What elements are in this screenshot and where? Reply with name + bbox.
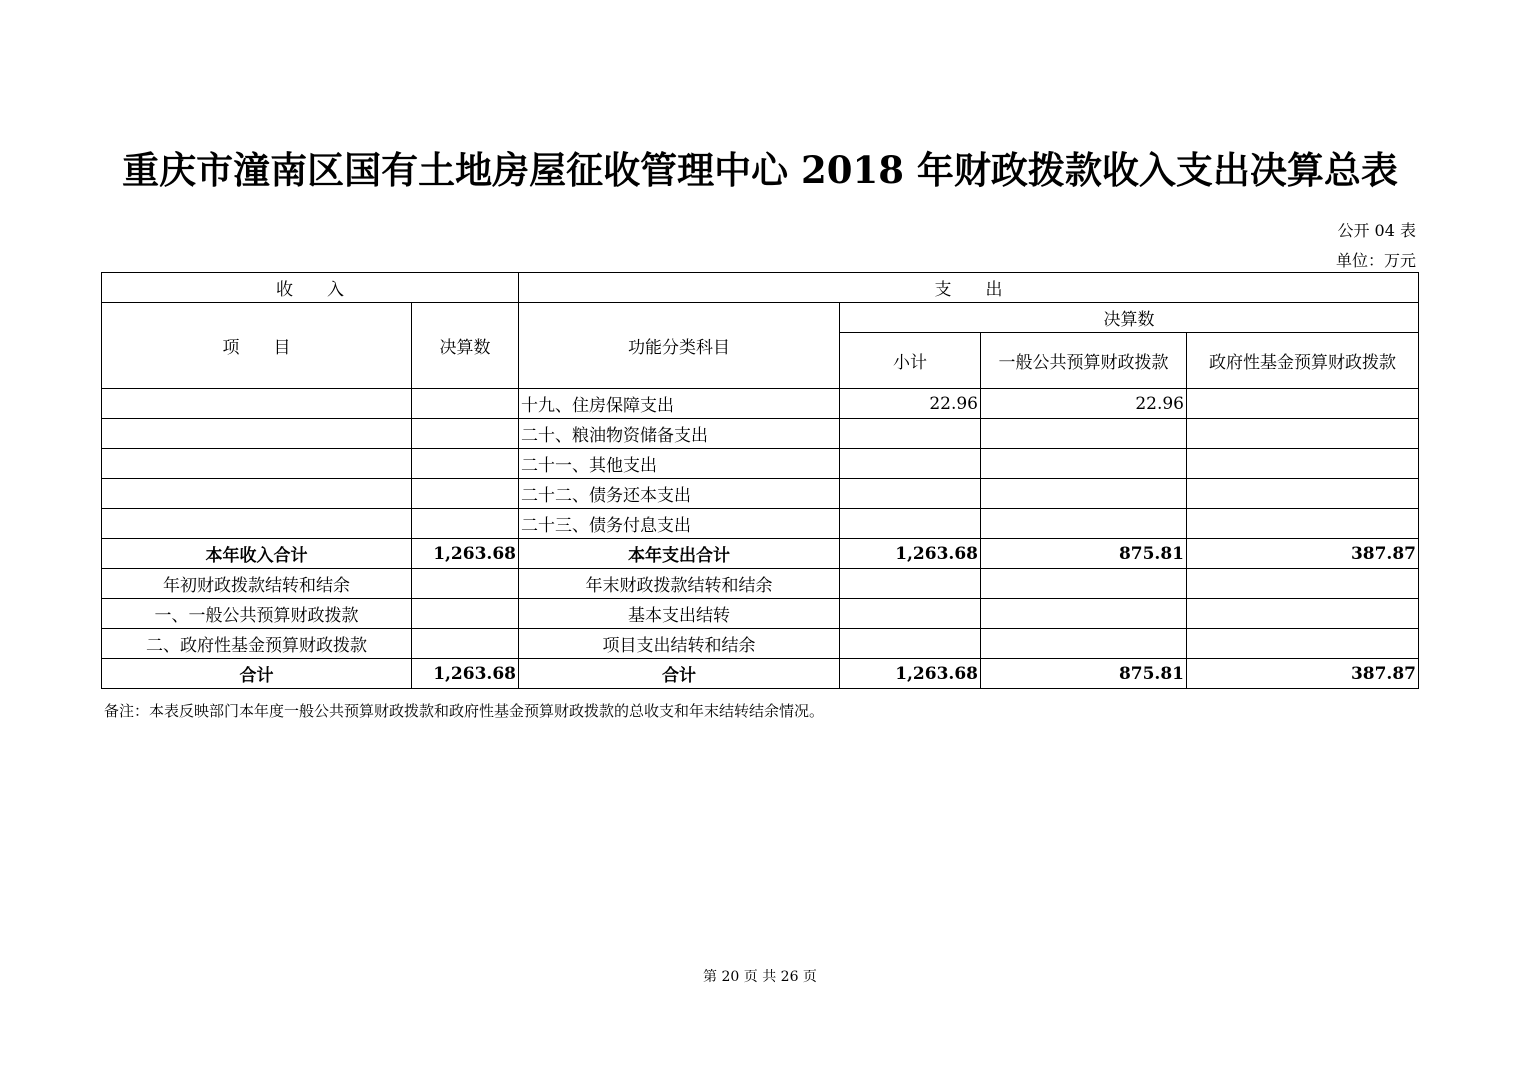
func-category-cell: 二十三、债务付息支出 [519, 509, 840, 539]
general-budget-cell [981, 419, 1187, 449]
item-cell: 本年收入合计 [102, 539, 412, 569]
footnote: 备注：本表反映部门本年度一般公共预算财政拨款和政府性基金预算财政拨款的总收支和年末结转结余情况。 [104, 702, 825, 720]
func-category-cell: 合计 [519, 659, 840, 689]
gov-fund-cell [1187, 449, 1419, 479]
general-budget-cell [981, 449, 1187, 479]
item-cell: 二、政府性基金预算财政拨款 [102, 629, 412, 659]
subtotal-header: 小计 [840, 333, 981, 389]
table-row [102, 629, 1419, 659]
general-budget-cell [981, 599, 1187, 629]
general-budget-cell [981, 569, 1187, 599]
final-amount-header: 决算数 [412, 303, 519, 389]
gov-fund-cell: 387.87 [1187, 659, 1419, 689]
income-header: 收 入 [102, 273, 519, 303]
item-cell [102, 389, 412, 419]
table-row [102, 389, 1419, 419]
table-row [102, 659, 1419, 689]
unit-label: 单位：万元 [1335, 251, 1416, 270]
subtotal-cell [840, 569, 981, 599]
gov-fund-cell [1187, 599, 1419, 629]
header-row-1 [102, 273, 1419, 303]
gov-fund-cell [1187, 569, 1419, 599]
general-budget-cell [981, 509, 1187, 539]
subtotal-cell [840, 449, 981, 479]
table-row [102, 419, 1419, 449]
gov-fund-cell [1187, 479, 1419, 509]
item-cell: 年初财政拨款结转和结余 [102, 569, 412, 599]
budget-table [101, 272, 1419, 689]
func-category-cell: 十九、住房保障支出 [519, 389, 840, 419]
subtotal-cell [840, 599, 981, 629]
general-budget-cell: 875.81 [981, 539, 1187, 569]
item-cell [102, 449, 412, 479]
general-budget-cell [981, 629, 1187, 659]
page-title: 重庆市潼南区国有土地房屋征收管理中心 2018 年财政拨款收入支出决算总表 [122, 148, 1398, 192]
item-header: 项 目 [102, 303, 412, 389]
subtotal-cell: 22.96 [840, 389, 981, 419]
amount-cell [412, 629, 519, 659]
amount-cell [412, 449, 519, 479]
amount-cell [412, 479, 519, 509]
amount-cell: 1,263.68 [412, 539, 519, 569]
subtotal-cell [840, 419, 981, 449]
table-row [102, 509, 1419, 539]
final-amount-group-header: 决算数 [840, 303, 1419, 333]
general-budget-cell: 22.96 [981, 389, 1187, 419]
func-category-cell: 基本支出结转 [519, 599, 840, 629]
gov-fund-cell: 387.87 [1187, 539, 1419, 569]
func-category-cell: 二十、粮油物资储备支出 [519, 419, 840, 449]
header-row-2 [102, 303, 1419, 333]
subtotal-cell [840, 479, 981, 509]
func-category-cell: 二十一、其他支出 [519, 449, 840, 479]
gov-fund-cell [1187, 389, 1419, 419]
gov-fund-cell [1187, 509, 1419, 539]
item-cell [102, 479, 412, 509]
func-category-cell: 二十二、债务还本支出 [519, 479, 840, 509]
table-row [102, 599, 1419, 629]
amount-cell [412, 509, 519, 539]
table-row [102, 569, 1419, 599]
amount-cell [412, 569, 519, 599]
item-cell: 一、一般公共预算财政拨款 [102, 599, 412, 629]
func-category-cell: 年末财政拨款结转和结余 [519, 569, 840, 599]
func-category-header: 功能分类科目 [519, 303, 840, 389]
gov-fund-header: 政府性基金预算财政拨款 [1187, 333, 1419, 389]
table-row [102, 449, 1419, 479]
table-row [102, 539, 1419, 569]
item-cell: 合计 [102, 659, 412, 689]
subtotal-cell [840, 509, 981, 539]
subtotal-cell: 1,263.68 [840, 659, 981, 689]
amount-cell [412, 389, 519, 419]
amount-cell: 1,263.68 [412, 659, 519, 689]
page-number: 第 20 页 共 26 页 [703, 969, 817, 985]
func-category-cell: 项目支出结转和结余 [519, 629, 840, 659]
item-cell [102, 419, 412, 449]
subtotal-cell: 1,263.68 [840, 539, 981, 569]
amount-cell [412, 419, 519, 449]
item-cell [102, 509, 412, 539]
general-budget-cell [981, 479, 1187, 509]
general-budget-header: 一般公共预算财政拨款 [981, 333, 1187, 389]
form-number: 公开 04 表 [1337, 221, 1416, 240]
expense-header: 支 出 [519, 273, 1419, 303]
gov-fund-cell [1187, 419, 1419, 449]
gov-fund-cell [1187, 629, 1419, 659]
subtotal-cell [840, 629, 981, 659]
table-row [102, 479, 1419, 509]
amount-cell [412, 599, 519, 629]
func-category-cell: 本年支出合计 [519, 539, 840, 569]
general-budget-cell: 875.81 [981, 659, 1187, 689]
